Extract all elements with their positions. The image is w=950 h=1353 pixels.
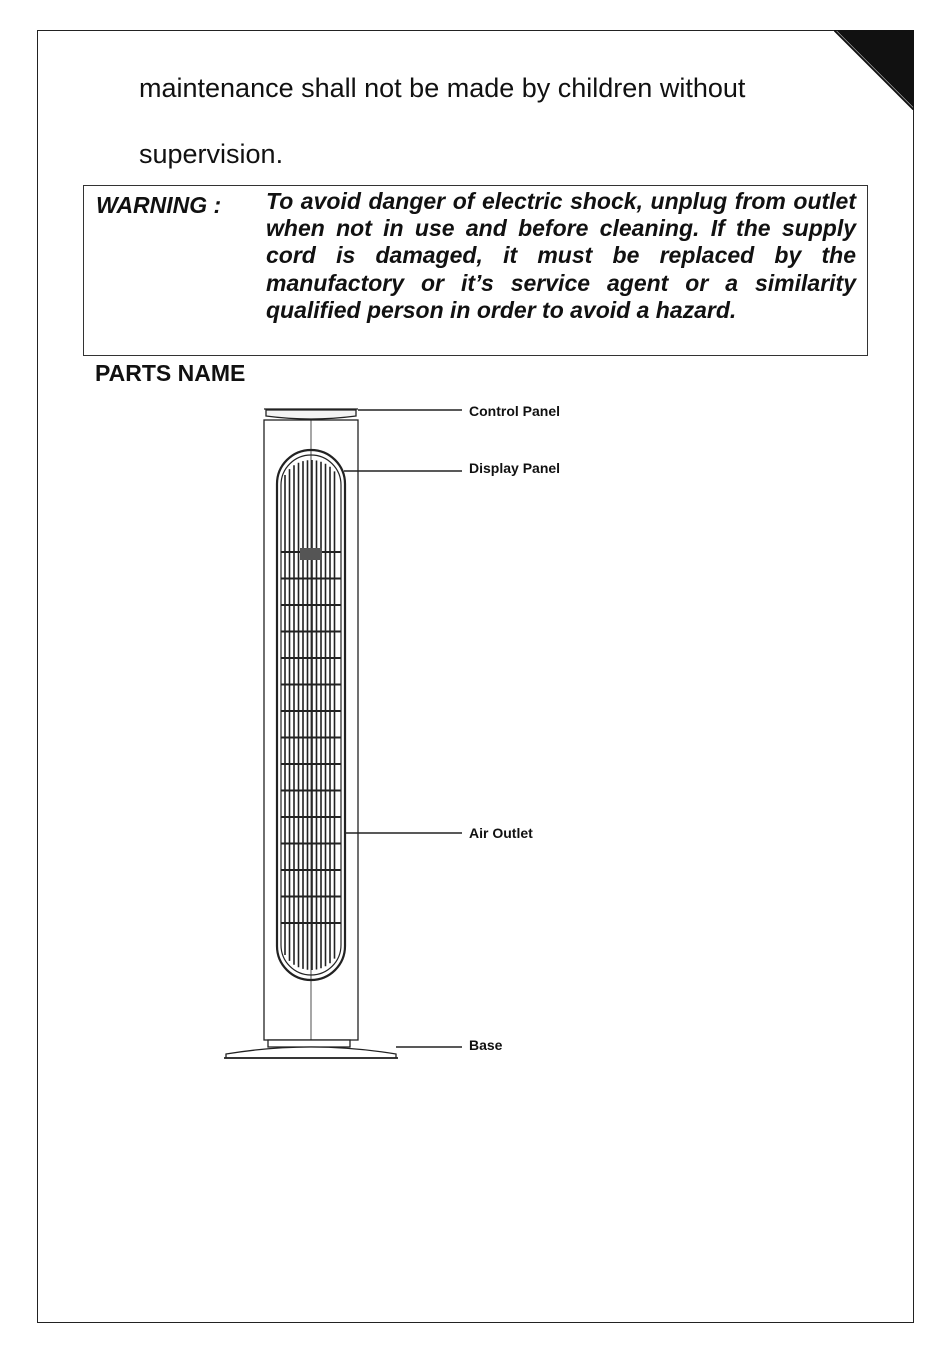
warning-text: To avoid danger of electric shock, unplug from outlet when not in use and before cleaning. If the supply cord is damaged, it must be replaced by the manufactory or it’s service agent or a similarity qualified person in order to avoid a hazard. xyxy=(266,188,856,323)
fan-base xyxy=(224,1040,398,1058)
control-panel-cap xyxy=(264,409,358,419)
label-air-outlet: Air Outlet xyxy=(469,825,533,841)
label-display-panel: Display Panel xyxy=(469,460,561,476)
parts-title: PARTS NAME xyxy=(95,360,246,386)
warning-label: WARNING : xyxy=(96,192,222,218)
label-control-panel: Control Panel xyxy=(469,403,561,419)
intro-line-2: supervision. xyxy=(139,139,284,169)
display-window xyxy=(300,548,322,560)
intro-line-1: maintenance shall not be made by children without xyxy=(139,73,746,103)
label-base: Base xyxy=(469,1037,503,1053)
